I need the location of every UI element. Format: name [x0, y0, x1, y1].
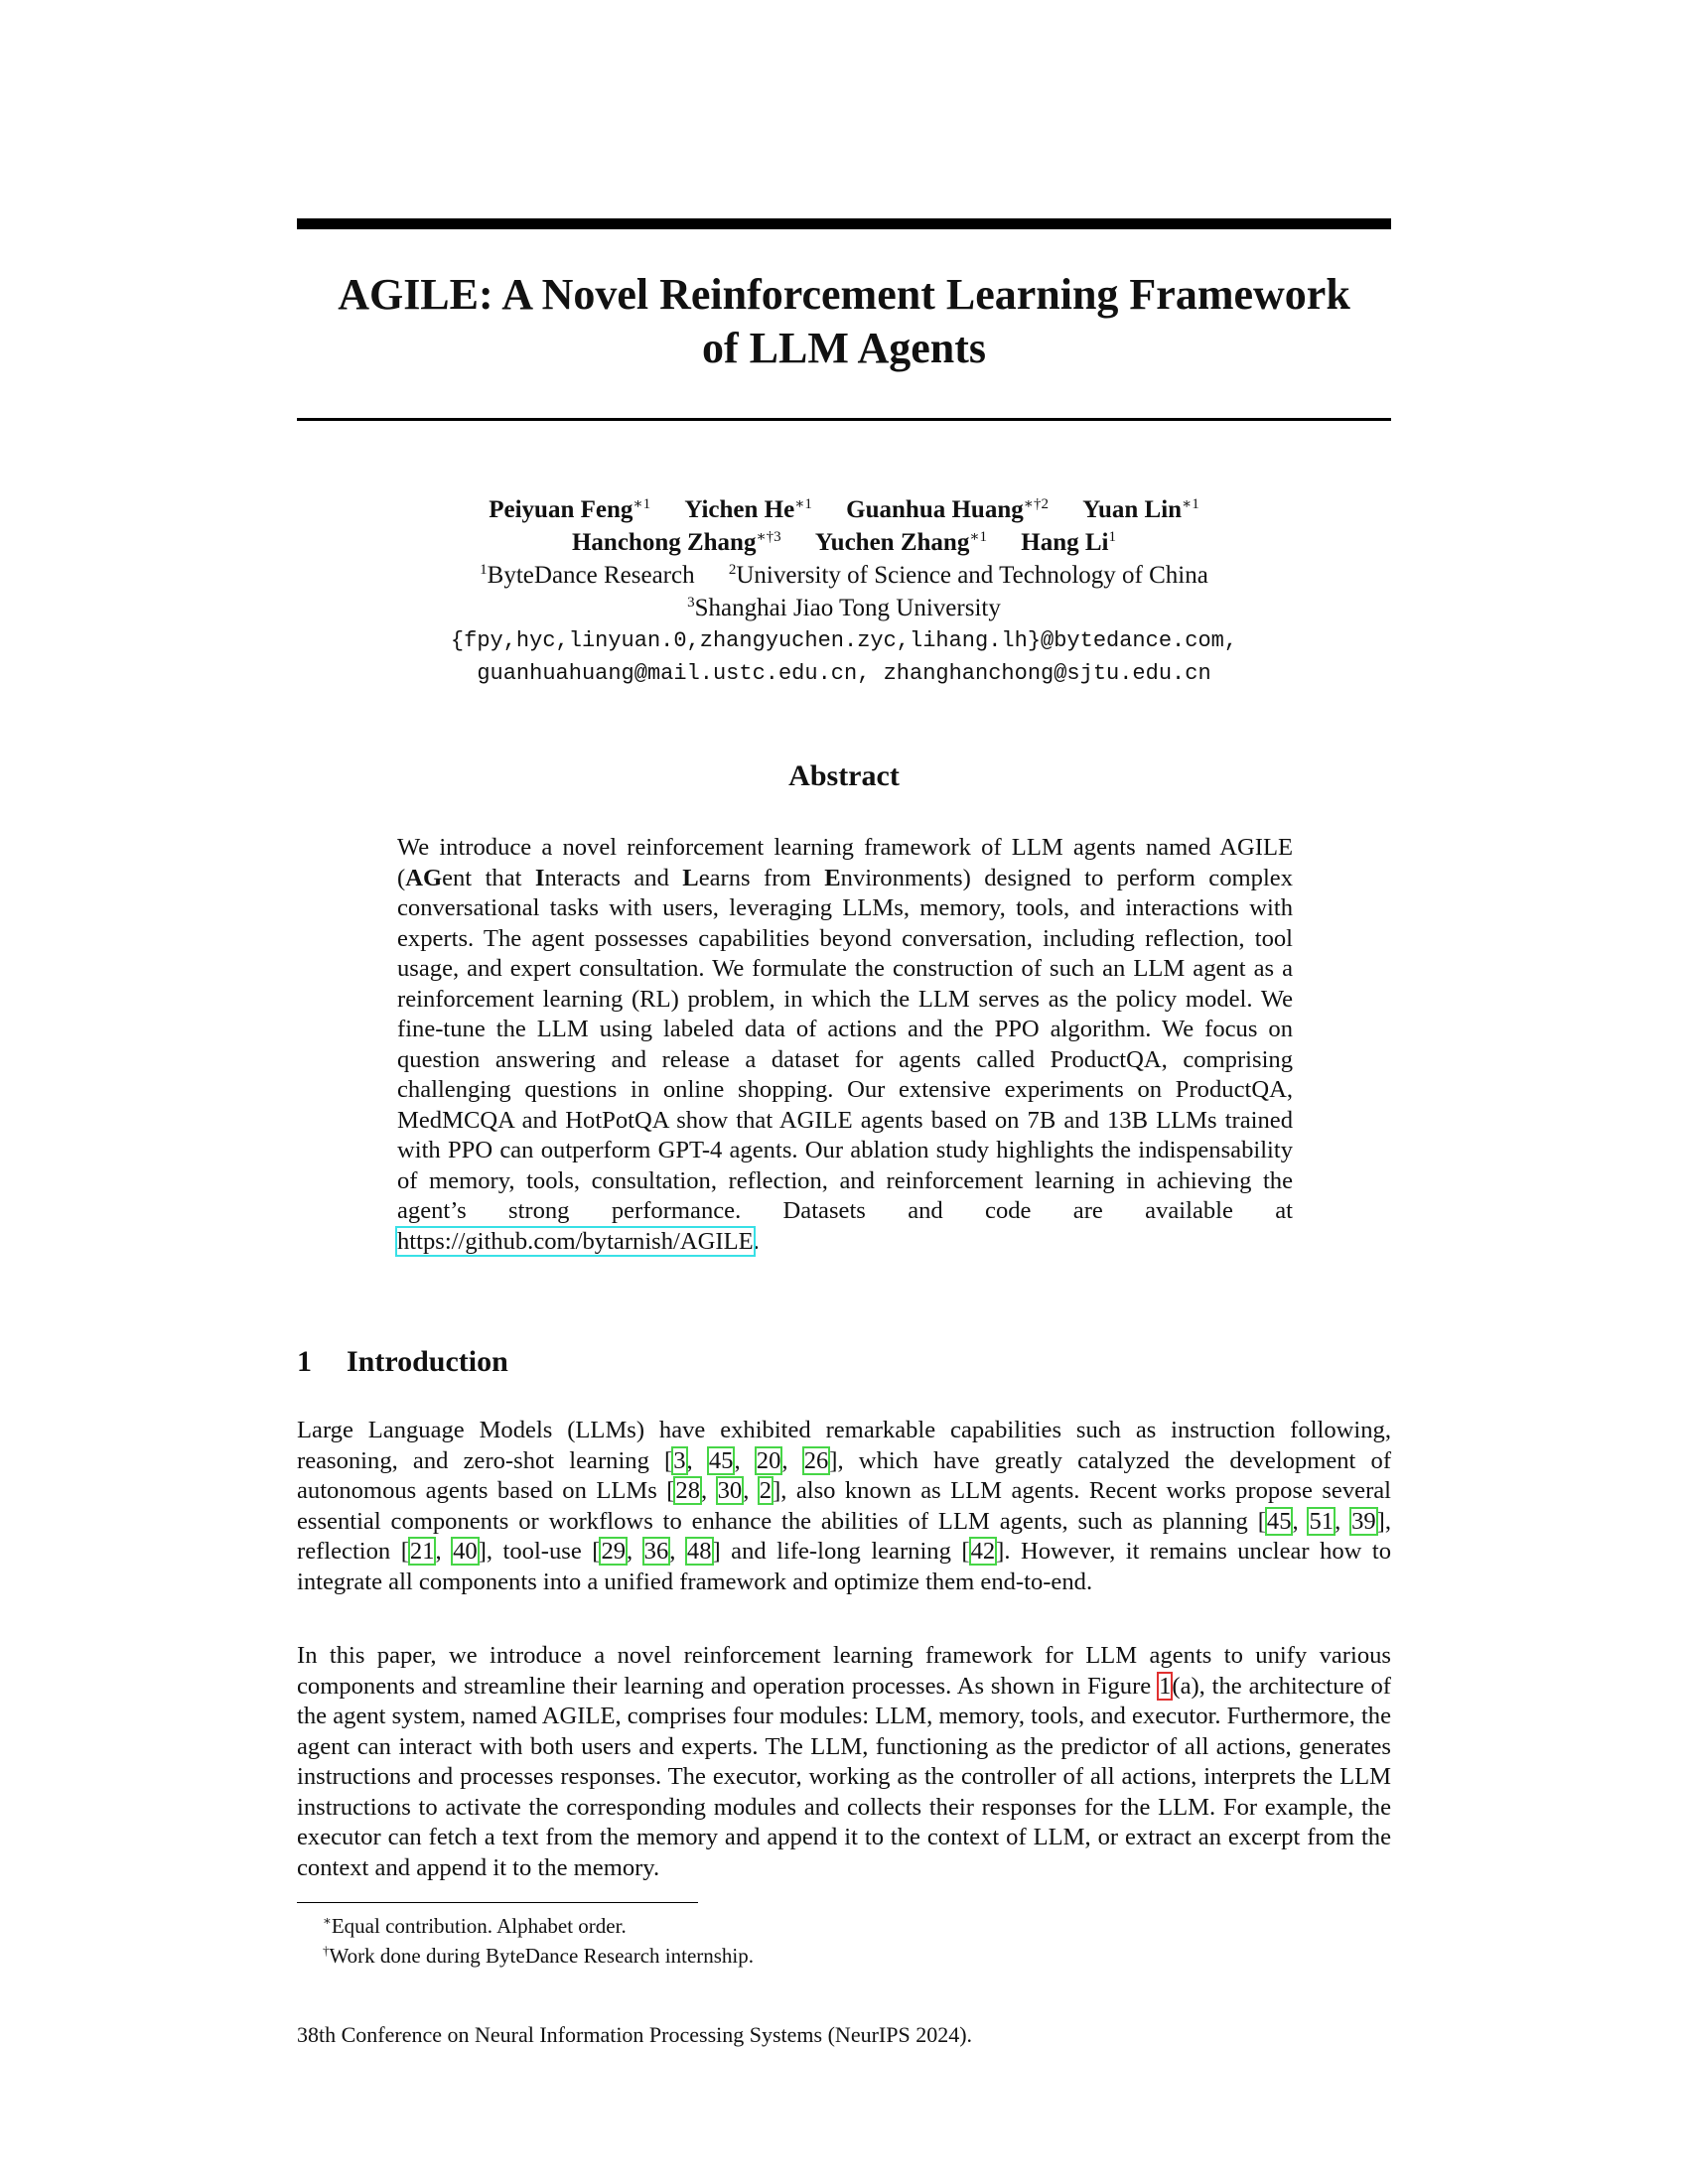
title-line-2: of LLM Agents [702, 324, 986, 372]
email-line-2: guanhuahuang@mail.ustc.edu.cn, zhanghanchong@sjtu.edu.cn [477, 661, 1211, 686]
author-name: Yichen He [684, 496, 795, 523]
affiliation: University of Science and Technology of China [736, 562, 1208, 589]
footnote-mark: † [323, 1943, 330, 1958]
citation-link[interactable]: 45 [708, 1446, 734, 1474]
affiliations-line-2 [297, 592, 1391, 624]
footnote-text: Equal contribution. Alphabet order. [331, 1914, 627, 1938]
abstract-body: ) designed to perform complex conversational tasks with users, leveraging LLMs, memory, tools, and interactions with experts. The agent possesses capabilities beyond conversation, including reflection, tool usage, and expert consultation. We formulate the construction of such an LLM agent as a reinforcement learning (RL) problem, in which the LLM serves as the policy model. We fine-tune the LLM using labeled data of actions and the PPO algorithm. We focus on question answering and release a dataset for agents called ProductQA, comprising challenging questions in online shopping. Our extensive experiments on ProductQA, MedMCQA and HotPotQA show that AGILE agents based on 7B and 13B LLMs trained with PPO can outperform GPT-4 agents. Our ablation study highlights the indispensability of memory, tools, consultation, reflection, and reinforcement learning in achieving the agent’s strong performance. Datasets and code are available at [397, 864, 1293, 1224]
footnote-mark: ∗ [323, 1913, 332, 1928]
title-top-rule [297, 218, 1391, 229]
author-mark: ∗1 [1182, 496, 1199, 512]
affiliation-mark: 2 [728, 562, 737, 578]
footnote-2 [323, 1941, 754, 1971]
paragraph-text: ], reflection [ [297, 1507, 1392, 1565]
acronym-letter: L [682, 864, 699, 891]
paragraph-text: ], also known as LLM agents. Recent works propose several essential components or workflows to enhance the abilities of LLM agents, such as planning [ [297, 1477, 1392, 1535]
intro-paragraph-1: Large Language Models (LLMs) have exhibited remarkable capabilities such as instruction following, reasoning, and zero-shot learning [3, 45, 20, 26], which have greatly catalyzed the development of autonomous agents based on LLMs [28, 30, 2], also known as LLM agents. Recent works propose several essential components or workflows to enhance the abilities of LLM agents, such as planning [45, 51, 39], reflection [21, 40], tool-use [29, 36, 48] and life-long learning [42]. However, it remains unclear how to integrate all components into a unified framework and optimize them end-to-end. [297, 1417, 1392, 1595]
citation-link[interactable]: 36 [643, 1538, 669, 1565]
paper-title [297, 268, 1391, 375]
title-bottom-rule [297, 418, 1391, 421]
author-mark: ∗†2 [1023, 496, 1049, 512]
abstract-heading: Abstract [788, 759, 900, 792]
citation-link[interactable]: 51 [1309, 1507, 1335, 1535]
abstract-lead: We introduce a novel reinforcement learning framework of LLM agents named AGILE ( [397, 834, 1293, 891]
citation-link[interactable]: 40 [453, 1538, 478, 1565]
paragraph-text: ] and life-long learning [ [712, 1538, 970, 1565]
authors-line-1 [297, 493, 1391, 526]
citation-link[interactable]: 2 [759, 1477, 773, 1504]
author-block [297, 493, 1391, 690]
author-name: Hang Li [1021, 529, 1109, 556]
authors-line-2 [297, 526, 1391, 559]
affiliation: ByteDance Research [487, 562, 695, 589]
citation-link[interactable]: 45 [1266, 1507, 1292, 1535]
acronym-word: earns from [698, 864, 825, 891]
author-name: Guanhua Huang [846, 496, 1024, 523]
section-title: Introduction [347, 1345, 508, 1378]
intro-paragraph-2 [297, 1641, 1391, 1883]
affiliation: Shanghai Jiao Tong University [694, 595, 1001, 621]
author-mark: ∗1 [633, 496, 651, 512]
citation-link[interactable]: 21 [409, 1538, 435, 1565]
author-name: Peiyuan Feng [489, 496, 633, 523]
citation-link[interactable]: 42 [970, 1538, 996, 1565]
paragraph-text: ], tool-use [ [478, 1538, 601, 1565]
acronym-word: nteracts and [544, 864, 683, 891]
footnote-text: Work done during ByteDance Research internship. [329, 1944, 755, 1968]
affiliation-mark: 3 [687, 595, 695, 611]
paragraph-text: ]. However, it remains unclear how to integrate all components into a unified framework and optimize them end-to-end. [297, 1538, 1392, 1595]
acronym-letter: I [534, 864, 545, 891]
paragraph-text: Large Language Models (LLMs) have exhibited remarkable capabilities such as instruction following, reasoning, and zero-shot learning [ [297, 1417, 1391, 1474]
venue-line: 38th Conference on Neural Information Processing Systems (NeurIPS 2024). [297, 2022, 973, 2047]
paragraph-text: (a), the architecture of the agent system, named AGILE, comprises four modules: LLM, memory, tools, and executor. Furthermore, the agent can interact with both users and experts. The LLM, functioning as the predictor of all actions, generates instructions and processes responses. The executor, working as the controller of all actions, interprets the LLM instructions to activate the corresponding modules and collects their responses for the LLM. For example, the executor can fetch a text from the memory and append it to the context of LLM, or extract an excerpt from the context and append it to the memory. [297, 1672, 1391, 1881]
section-heading-introduction [297, 1345, 508, 1379]
author-mark: 1 [1108, 529, 1117, 545]
citation-link[interactable]: 30 [717, 1477, 743, 1504]
author-name: Yuchen Zhang [814, 529, 970, 556]
email-line-1: {fpy,hyc,linyuan.0,zhangyuchen.zyc,lihang.lh}@bytedance.com, [450, 628, 1238, 653]
citation-link[interactable]: 20 [756, 1446, 781, 1474]
acronym-letter: AG [405, 864, 443, 891]
author-name: Yuan Lin [1082, 496, 1183, 523]
citation-link[interactable]: 26 [803, 1446, 829, 1474]
footnotes [323, 1911, 754, 1971]
github-link[interactable]: https://github.com/bytarnish/AGILE [397, 1227, 754, 1255]
section-number: 1 [297, 1345, 312, 1378]
citation-link[interactable]: 3 [673, 1446, 686, 1474]
paragraph-text: ], which have greatly catalyzed the development of autonomous agents based on LLMs [ [297, 1446, 1392, 1504]
abstract-text [397, 833, 1293, 1257]
footnote-1 [323, 1911, 754, 1941]
author-mark: ∗1 [969, 529, 988, 545]
affiliations-line-1 [297, 559, 1391, 592]
title-line-1: AGILE: A Novel Reinforcement Learning Framework [338, 270, 1350, 319]
author-name: Hanchong Zhang [571, 529, 757, 556]
acronym-letter: E [824, 864, 841, 891]
paragraph-text: In this paper, we introduce a novel reinforcement learning framework for LLM agents to unify various components and streamline their learning and operation processes. As shown in Figure [297, 1642, 1391, 1700]
citation-link[interactable]: 39 [1351, 1507, 1376, 1535]
citation-link[interactable]: 28 [675, 1477, 701, 1504]
acronym-word: nvironments [840, 864, 963, 891]
citation-link[interactable]: 48 [686, 1538, 712, 1565]
figure-reference-link[interactable]: 1 [1159, 1672, 1172, 1700]
author-mark: ∗†3 [756, 529, 781, 545]
affiliation-mark: 1 [480, 562, 488, 578]
abstract-end: . [753, 1227, 760, 1255]
author-mark: ∗1 [794, 496, 812, 512]
citation-link[interactable]: 29 [601, 1538, 627, 1565]
footnote-rule [297, 1902, 698, 1903]
acronym-word: ent that [442, 864, 535, 891]
